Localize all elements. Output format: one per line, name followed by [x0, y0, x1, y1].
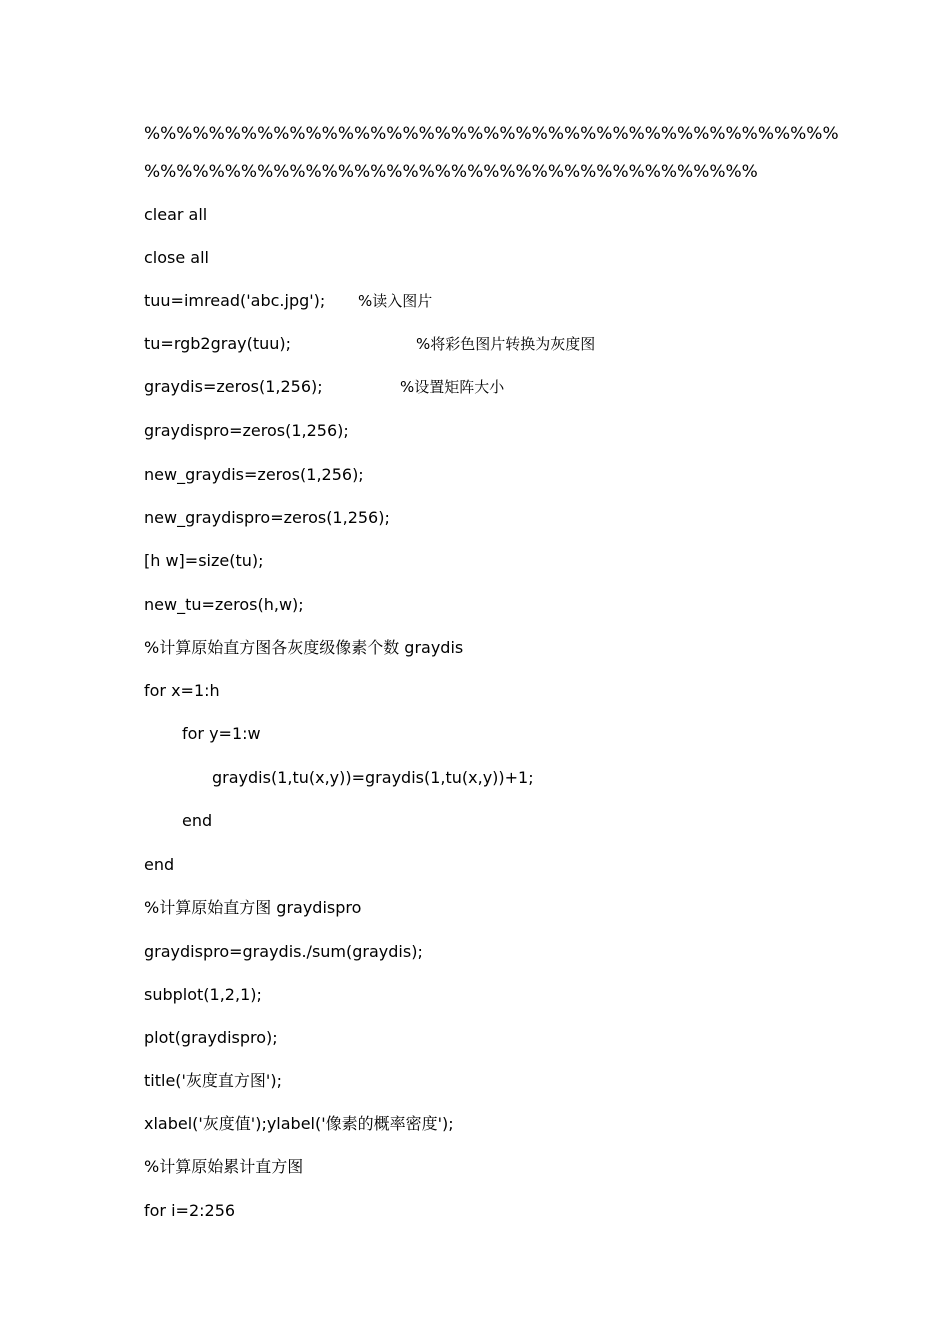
- code-line: %%%%%%%%%%%%%%%%%%%%%%%%%%%%%%%%%%%%%%: [144, 162, 758, 182]
- code-line: clear all: [144, 205, 208, 224]
- code-line: %计算原始直方图 graydispro: [144, 898, 362, 917]
- code-line: graydispro=zeros(1,256);: [144, 421, 349, 440]
- code-line: new_graydis=zeros(1,256);: [144, 465, 364, 484]
- code-line: %计算原始直方图各灰度级像素个数 graydis: [144, 638, 464, 657]
- code-line: end: [144, 855, 175, 874]
- code-line: new_tu=zeros(h,w);: [144, 595, 304, 614]
- code-comment: %读入图片: [358, 292, 433, 310]
- code-line: for y=1:w: [182, 724, 261, 743]
- code-line: %%%%%%%%%%%%%%%%%%%%%%%%%%%%%%%%%%%%%%%%%%%: [144, 124, 839, 144]
- code-comment: %设置矩阵大小: [400, 378, 505, 396]
- code-line: for i=2:256: [144, 1201, 236, 1220]
- code-line: plot(graydispro);: [144, 1028, 278, 1047]
- code-line: graydis(1,tu(x,y))=graydis(1,tu(x,y))+1;: [212, 768, 534, 787]
- code-line: close all: [144, 248, 209, 267]
- code-line: tu=rgb2gray(tuu);: [144, 334, 292, 353]
- code-line: [h w]=size(tu);: [144, 551, 264, 570]
- code-line: subplot(1,2,1);: [144, 985, 262, 1004]
- code-line: xlabel('灰度值');ylabel('像素的概率密度');: [144, 1114, 454, 1133]
- code-line: title('灰度直方图');: [144, 1071, 282, 1090]
- code-line: tuu=imread('abc.jpg');: [144, 291, 326, 310]
- code-line: %计算原始累计直方图: [144, 1157, 304, 1176]
- code-line: for x=1:h: [144, 681, 220, 700]
- code-comment: %将彩色图片转换为灰度图: [416, 335, 596, 353]
- code-line: graydis=zeros(1,256);: [144, 377, 323, 396]
- code-line: graydispro=graydis./sum(graydis);: [144, 942, 423, 961]
- code-line: new_graydispro=zeros(1,256);: [144, 508, 390, 527]
- code-line: end: [182, 811, 213, 830]
